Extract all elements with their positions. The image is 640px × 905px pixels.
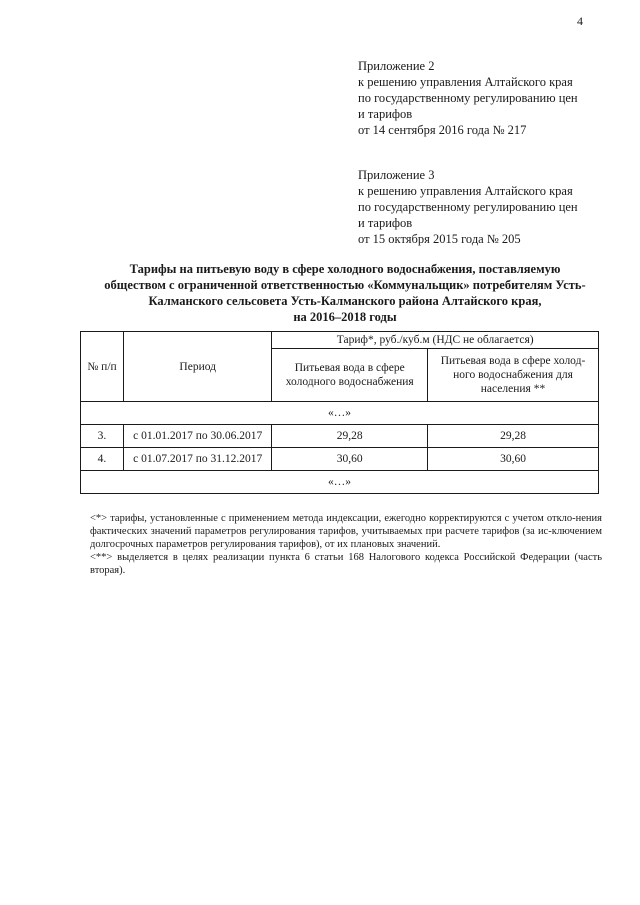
- header-period: Период: [123, 332, 271, 402]
- table-header-row: [81, 332, 599, 349]
- table-row: [81, 448, 599, 471]
- appendix-3-line: по государственному регулированию цен: [358, 200, 578, 214]
- title-line: обществом с ограниченной ответственностью «Коммунальщик» потребителям Усть-: [104, 278, 586, 292]
- table-row: [81, 425, 599, 448]
- appendix-3-line: от 15 октября 2015 года № 205: [358, 232, 521, 246]
- header-tariff-col2: Питьевая вода в сфере холод-ного водоснабжения для населения **: [428, 349, 599, 402]
- cell-tariff2: 30,60: [428, 448, 599, 471]
- appendix-2-line: к решению управления Алтайского края: [358, 75, 573, 89]
- header-tariff-col1: Питьевая вода в сфере холодного водоснабжения: [272, 349, 428, 402]
- appendix-2-line: Приложение 2: [358, 59, 435, 73]
- tariff-table: [80, 331, 599, 494]
- footnote-2: <**> выделяется в целях реализации пункта 6 статьи 168 Налогового кодекса Российской Федерации (часть вторая).: [90, 552, 602, 576]
- cell-tariff1: 29,28: [272, 425, 428, 448]
- appendix-3-line: и тарифов: [358, 216, 413, 230]
- header-tariff: Тариф*, руб./куб.м (НДС не облагается): [272, 332, 599, 349]
- table-row-ellipsis-top: [81, 402, 599, 425]
- header-num: № п/п: [81, 332, 124, 402]
- cell-num: 4.: [81, 448, 124, 471]
- appendix-2-line: и тарифов: [358, 107, 413, 121]
- page-number: 4: [577, 14, 583, 28]
- table-row-ellipsis-bottom: [81, 471, 599, 494]
- cell-num: 3.: [81, 425, 124, 448]
- cell-period: с 01.07.2017 по 31.12.2017: [123, 448, 271, 471]
- appendix-2-block: [358, 58, 578, 138]
- ellipsis-cell: «…»: [81, 402, 599, 425]
- footnote-1: <*> тарифы, установленные с применением метода индексации, ежегодно корректируются с учетом откло-нения фактических значений параметров регулирования тарифов, учитываемых при расчете тарифов (за ис-ключением долгосрочных параметров регулирования тарифов), от их плановых значений.: [90, 513, 602, 550]
- cell-tariff1: 30,60: [272, 448, 428, 471]
- appendix-3-block: [358, 167, 578, 247]
- footnotes: [90, 512, 602, 577]
- ellipsis-cell: «…»: [81, 471, 599, 494]
- document-title: [90, 261, 600, 325]
- cell-tariff2: 29,28: [428, 425, 599, 448]
- title-line: Тарифы на питьевую воду в сфере холодного водоснабжения, поставляемую: [129, 262, 561, 276]
- title-line: Калманского сельсовета Усть-Калманского района Алтайского края,: [148, 294, 542, 308]
- appendix-3-line: к решению управления Алтайского края: [358, 184, 573, 198]
- cell-period: с 01.01.2017 по 30.06.2017: [123, 425, 271, 448]
- appendix-2-line: по государственному регулированию цен: [358, 91, 578, 105]
- title-line: на 2016–2018 годы: [293, 310, 397, 324]
- appendix-2-line: от 14 сентября 2016 года № 217: [358, 123, 527, 137]
- appendix-3-line: Приложение 3: [358, 168, 435, 182]
